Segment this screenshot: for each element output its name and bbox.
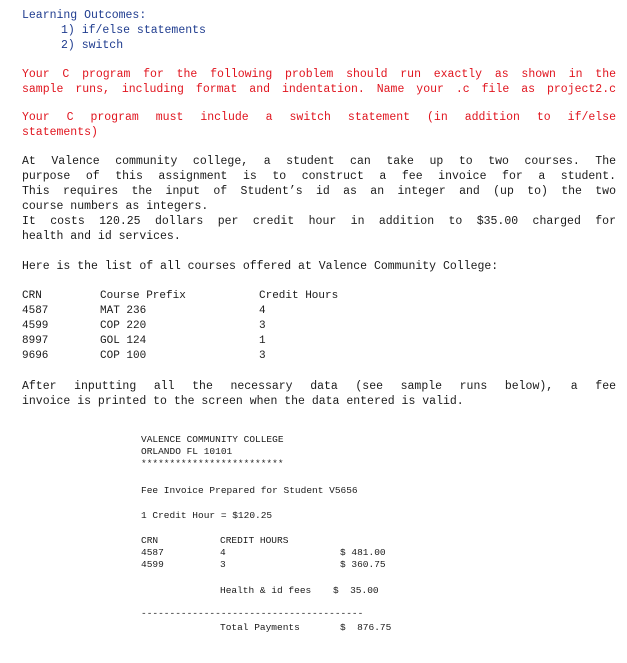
description-line: It costs 120.25 dollars per credit hour in addition to $35.00 charged for (22, 215, 616, 228)
table-cell-crn: 4587 (22, 305, 49, 317)
table-cell-prefix: COP 220 (100, 320, 147, 332)
invoice-line-amount: $ 481.00 (340, 547, 386, 558)
invoice-total-amount: $ 876.75 (340, 622, 392, 633)
description-line: health and id services. (22, 230, 181, 243)
description-line: At Valence community college, a student can take up to two courses. The (22, 155, 616, 168)
invoice-col-credit-hours: CREDIT HOURS (220, 535, 289, 546)
instruction-line: Your C program must include a switch statement (in addition to if/else (22, 111, 616, 124)
table-cell-prefix: MAT 236 (100, 305, 147, 317)
instruction-line: statements) (22, 126, 98, 139)
learning-outcomes-title: Learning Outcomes: (22, 9, 147, 22)
table-cell-credit: 1 (259, 335, 266, 347)
instruction-line: Your C program for the following problem should run exactly as shown in the (22, 68, 616, 81)
invoice-col-crn: CRN (141, 535, 159, 546)
invoice-line-hours: 4 (220, 547, 226, 558)
invoice-line-hours: 3 (220, 559, 226, 570)
table-cell-crn: 4599 (22, 320, 49, 332)
instruction-paragraph-1 (22, 67, 616, 97)
instruction-paragraph-2 (22, 110, 616, 140)
invoice-stars: ************************* (141, 458, 284, 469)
invoice-total-label: Total Payments (220, 622, 300, 633)
table-cell-crn: 8997 (22, 335, 49, 347)
table-cell-credit: 3 (259, 320, 266, 332)
courses-intro: Here is the list of all courses offered at Valence Community College: (22, 260, 499, 273)
table-header-credit-hours: Credit Hours (259, 290, 339, 302)
invoice-line-crn: 4587 (141, 547, 164, 558)
after-paragraph (22, 379, 616, 409)
table-cell-credit: 3 (259, 350, 266, 362)
invoice-address: ORLANDO FL 10101 (141, 446, 233, 457)
after-line: invoice is printed to the screen when the data entered is valid. (22, 395, 464, 408)
description-paragraph (22, 154, 616, 244)
description-line: course numbers as integers. (22, 200, 209, 213)
invoice-line-amount: $ 360.75 (340, 559, 386, 570)
learning-outcome-item: 2) switch (61, 39, 124, 52)
table-header-crn: CRN (22, 290, 42, 302)
invoice-health-amount: $ 35.00 (333, 585, 379, 596)
invoice-student-line: Fee Invoice Prepared for Student V5656 (141, 485, 358, 496)
table-cell-crn: 9696 (22, 350, 49, 362)
table-cell-credit: 4 (259, 305, 266, 317)
description-line: purpose of this assignment is to construct a fee invoice for a student. (22, 170, 616, 183)
invoice-separator: --------------------------------------- (141, 608, 364, 619)
table-header-prefix: Course Prefix (100, 290, 186, 302)
table-cell-prefix: GOL 124 (100, 335, 147, 347)
invoice-line-crn: 4599 (141, 559, 164, 570)
learning-outcome-item: 1) if/else statements (61, 24, 206, 37)
invoice-rate: 1 Credit Hour = $120.25 (141, 510, 273, 521)
invoice-college-name: VALENCE COMMUNITY COLLEGE (141, 434, 284, 445)
invoice-health-label: Health & id fees (220, 585, 312, 596)
instruction-line: sample runs, including format and indentation. Name your .c file as project2.c (22, 83, 616, 96)
after-line: After inputting all the necessary data (see sample runs below), a fee (22, 380, 616, 393)
table-cell-prefix: COP 100 (100, 350, 147, 362)
description-line: This requires the input of Student’s id as an integer and (up to) the two (22, 185, 616, 198)
